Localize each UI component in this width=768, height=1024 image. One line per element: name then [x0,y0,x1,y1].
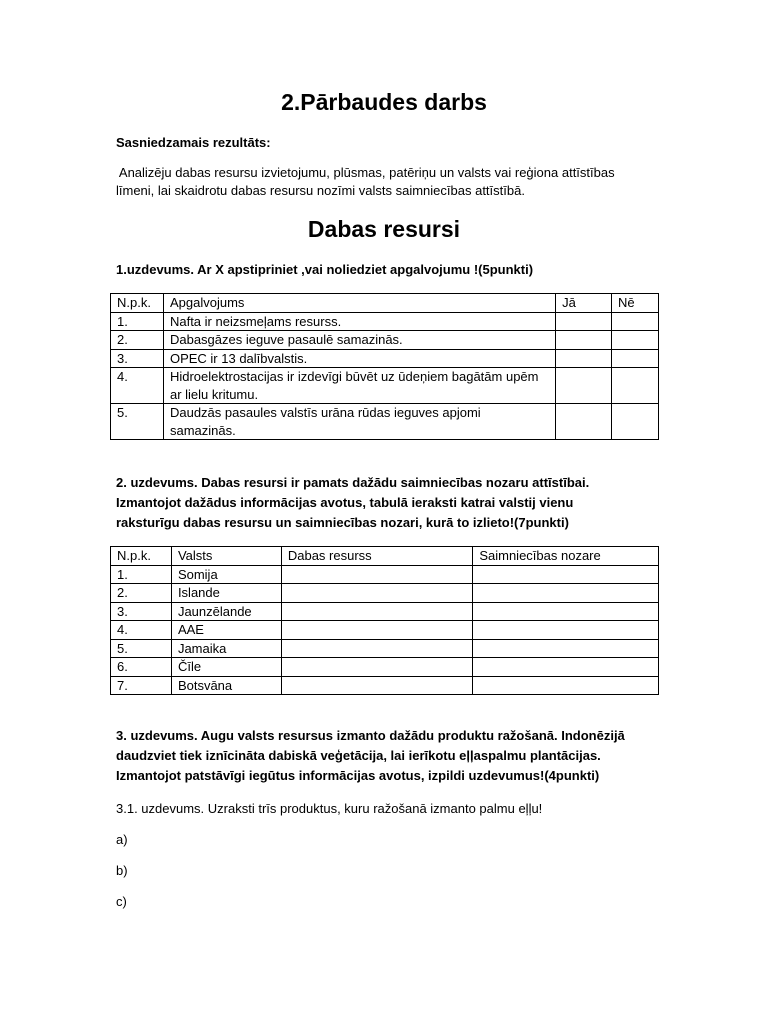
resource-cell[interactable] [281,658,472,677]
country-cell: Islande [171,584,281,603]
country-cell: Somija [171,565,281,584]
header-cell: Apgalvojums [163,294,555,313]
table-row [111,676,659,695]
row-number: 5. [111,404,164,440]
section-title: Dabas resursi [307,216,461,242]
sector-cell[interactable] [473,676,659,695]
table-row [111,584,659,603]
statement-cell: Daudzās pasaules valstīs urāna rūdas ieguves apjomi samazinās. [163,404,555,440]
row-number: 1. [111,312,164,331]
resource-cell[interactable] [281,639,472,658]
row-number: 5. [111,639,172,658]
country-cell: Jaunzēlande [171,602,281,621]
page-title: 2.Pārbaudes darbs [281,89,487,115]
header-cell: Jā [556,294,612,313]
table-row [111,639,659,658]
resource-cell[interactable] [281,602,472,621]
table-row [111,349,659,368]
sector-cell[interactable] [473,639,659,658]
task2-table [110,546,659,695]
statement-cell: Dabasgāzes ieguve pasaulē samazinās. [163,331,555,350]
table-row [111,368,659,404]
row-number: 7. [111,676,172,695]
row-number: 2. [111,331,164,350]
no-cell[interactable] [612,368,659,404]
header-cell: Dabas resurss [281,547,472,566]
task3-heading-line-2: daudzviet tiek iznīcināta dabiskā veģetācija, lai ierīkotu eļļaspalmu plantācijas. [116,748,601,763]
table-row [111,312,659,331]
country-cell: Jamaika [171,639,281,658]
yes-cell[interactable] [556,331,612,350]
sector-cell[interactable] [473,621,659,640]
country-cell: Čīle [171,658,281,677]
result-label: Sasniedzamais rezultāts: [116,135,271,150]
row-number: 3. [111,602,172,621]
task3-heading-line-1: 3. uzdevums. Augu valsts resursus izmanto dažādu produktu ražošanā. Indonēzijā [116,728,625,743]
no-cell[interactable] [612,404,659,440]
answer-label-c: c) [116,894,127,909]
task3-heading-line-3: Izmantojot patstāvīgi iegūtus informācijas avotus, izpildi uzdevumus!(4punkti) [116,768,600,783]
row-number: 2. [111,584,172,603]
resource-cell[interactable] [281,565,472,584]
row-number: 3. [111,349,164,368]
no-cell[interactable] [612,349,659,368]
row-number: 4. [111,621,172,640]
table-row [111,621,659,640]
task1-heading: 1.uzdevums. Ar X apstipriniet ,vai noliedziet apgalvojumu !(5punkti) [116,262,534,277]
header-cell: N.p.k. [111,294,164,313]
row-number: 6. [111,658,172,677]
sector-cell[interactable] [473,584,659,603]
task1-table [110,293,659,440]
table-header-row [111,294,659,313]
row-number: 1. [111,565,172,584]
answer-label-b: b) [116,863,128,878]
sector-cell[interactable] [473,602,659,621]
table-header-row [111,547,659,566]
resource-cell[interactable] [281,676,472,695]
task3-1-prompt: 3.1. uzdevums. Uzraksti trīs produktus, kuru ražošanā izmanto palmu eļļu! [116,801,543,816]
yes-cell[interactable] [556,368,612,404]
no-cell[interactable] [612,331,659,350]
header-cell: Valsts [171,547,281,566]
header-cell: N.p.k. [111,547,172,566]
country-cell: AAE [171,621,281,640]
result-text-line-1: Analizēju dabas resursu izvietojumu, plūsmas, patēriņu un valsts vai reģiona attīstības [116,165,615,180]
yes-cell[interactable] [556,312,612,331]
resource-cell[interactable] [281,621,472,640]
table-row [111,602,659,621]
header-cell: Nē [612,294,659,313]
task2-heading-line-3: raksturīgu dabas resursu un saimniecības nozari, kurā to izlieto!(7punkti) [116,515,569,530]
yes-cell[interactable] [556,349,612,368]
statement-cell: Nafta ir neizsmeļams resurss. [163,312,555,331]
table-row [111,565,659,584]
table-row [111,404,659,440]
statement-cell: OPEC ir 13 dalībvalstis. [163,349,555,368]
table-row [111,658,659,677]
header-cell: Saimniecības nozare [473,547,659,566]
task2-heading-line-1: 2. uzdevums. Dabas resursi ir pamats dažādu saimniecības nozaru attīstībai. [116,475,590,490]
statement-cell: Hidroelektrostacijas ir izdevīgi būvēt uz ūdeņiem bagātām upēm ar lielu kritumu. [163,368,555,404]
sector-cell[interactable] [473,565,659,584]
resource-cell[interactable] [281,584,472,603]
yes-cell[interactable] [556,404,612,440]
row-number: 4. [111,368,164,404]
answer-label-a: a) [116,832,128,847]
result-text-line-2: līmeni, lai skaidrotu dabas resursu nozīmi valsts saimniecības attīstībā. [116,183,525,198]
table-row [111,331,659,350]
no-cell[interactable] [612,312,659,331]
task2-heading-line-2: Izmantojot dažādus informācijas avotus, tabulā ieraksti katrai valstij vienu [116,495,574,510]
country-cell: Botsvāna [171,676,281,695]
sector-cell[interactable] [473,658,659,677]
